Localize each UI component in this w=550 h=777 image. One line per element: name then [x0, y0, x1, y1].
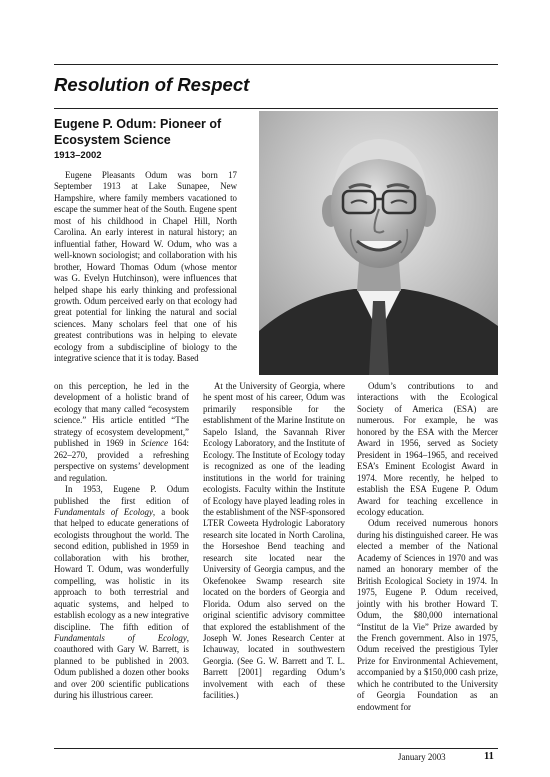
life-dates: 1913–2002	[54, 150, 102, 161]
column-1	[54, 381, 189, 702]
column-3	[357, 381, 498, 713]
footer-rule	[54, 748, 498, 749]
column-1-paragraph-1: on this perception, he led in the development of a holistic brand of ecology that many called “ecosystem science.” His article entitled “The strategy of ecosystem development,” published in 1969 in Science 164: 262–270, provided a refreshing perspective on systems’ development and regulation.	[54, 381, 190, 483]
title-rule	[54, 108, 498, 109]
journal-title: Science	[140, 438, 169, 449]
portrait-photo	[259, 111, 498, 375]
book-title-2: Fundamentals of Ecology	[54, 632, 187, 643]
intro-paragraph: Eugene Pleasants Odum was born 17 September 1913 at Lake Sunapee, New Hampshire, where family members vacationed to escape the summer heat of the South. Eugene spent most of his childhood in Chapel Hill, North Carolina. An early interest in natural history; an influential father, Howard W. Odum, who was a well-known sociologist; and collaboration with his brother, Howard Thomas Odum (whose mentor was G. Evelyn Hutchinson), were influences that helped shape his early thinking and professional growth. Odum perceived early on that ecology had great potential for linking the natural and social sciences. Many scholars feel that one of his greatest contributions was in helping to elevate ecology from a subdiscipline of biology to the integrative science that it is today. Based	[54, 170, 237, 364]
issue-date: January 2003	[398, 752, 446, 762]
column-3-paragraph-1: Odum’s contributions to and interactions with the Ecological Society of America (ESA) are numerous. For example, he was honored by the ESA with the Mercer Award in 1956, served as Society President in 1964–1965, and received ESA’s Eminent Ecologist Award in 1974. More recently, he helped to establish the ESA Eugene P. Odum Award for teaching excellence in ecology education.	[357, 381, 498, 517]
section-title: Resolution of Respect	[54, 74, 250, 95]
column-2-paragraph-1: At the University of Georgia, where he spent most of his career, Odum was primarily responsible for the establishment of the Marine Institute on Sapelo Island, the Savannah River Ecology Laboratory, and the Institute of Ecology. The Institute of Ecology today is recognized as one of the leading institutions in the world for training ecologists. Faculty within the Institute of Ecology have played leading roles in the establishment of the NSF-sponsored LTER Coweeta Hydrologic Laboratory research site located in North Carolina, the Horseshoe Bend teaching and research site located near the University of Georgia campus, and the Okefenokee Swamp research site located on the borders of Georgia and Florida. Odum also served on the original scientific advisory committee that explored the establishment of the Joseph W. Jones Research Center at Ichauway, located in southwestern Georgia. (See G. W. Barrett and T. L. Barrett [2001] regarding Odum’s involvement with each of these facilities.)	[203, 381, 345, 701]
page-number: 11	[484, 751, 494, 762]
book-title: Fundamentals of Ecology	[54, 506, 153, 517]
top-rule	[54, 64, 498, 65]
column-1-paragraph-2: In 1953, Eugene P. Odum published the first edition of Fundamentals of Ecology, a book that helped to educate generations of ecologists throughout the world. The second edition, published in 1959 in collaboration with his brother, Howard T. Odum, was wonderfully compelling, was holistic in its approach to both terrestrial and aquatic systems, and helped to establish ecology as a new integrative discipline. The fifth edition of Fundamentals of Ecology, coauthored with Gary W. Barrett, is planned to be published in 2003. Odum published a dozen other books and over 200 scientific publications during his illustrious career.	[54, 484, 189, 701]
column-3-paragraph-2: Odum received numerous honors during his distinguished career. He was elected a member of the National Academy of Sciences in 1970 and was named an honorary member of the British Ecological Society in 1974. In 1975, Eugene P. Odum received, jointly with his brother Howard T. Odum, the $80,000 international “Institut de la Vie” Prize awarded by the French government. Also in 1975, Odum received the prestigious Tyler Prize for Environmental Achievement, accompanied by a $150,000 cash prize, which he contributed to the University of Georgia Foundation as an endowment for	[357, 518, 498, 712]
article-title: Eugene P. Odum: Pioneer of Ecosystem Science	[54, 117, 222, 147]
column-2	[203, 381, 345, 702]
